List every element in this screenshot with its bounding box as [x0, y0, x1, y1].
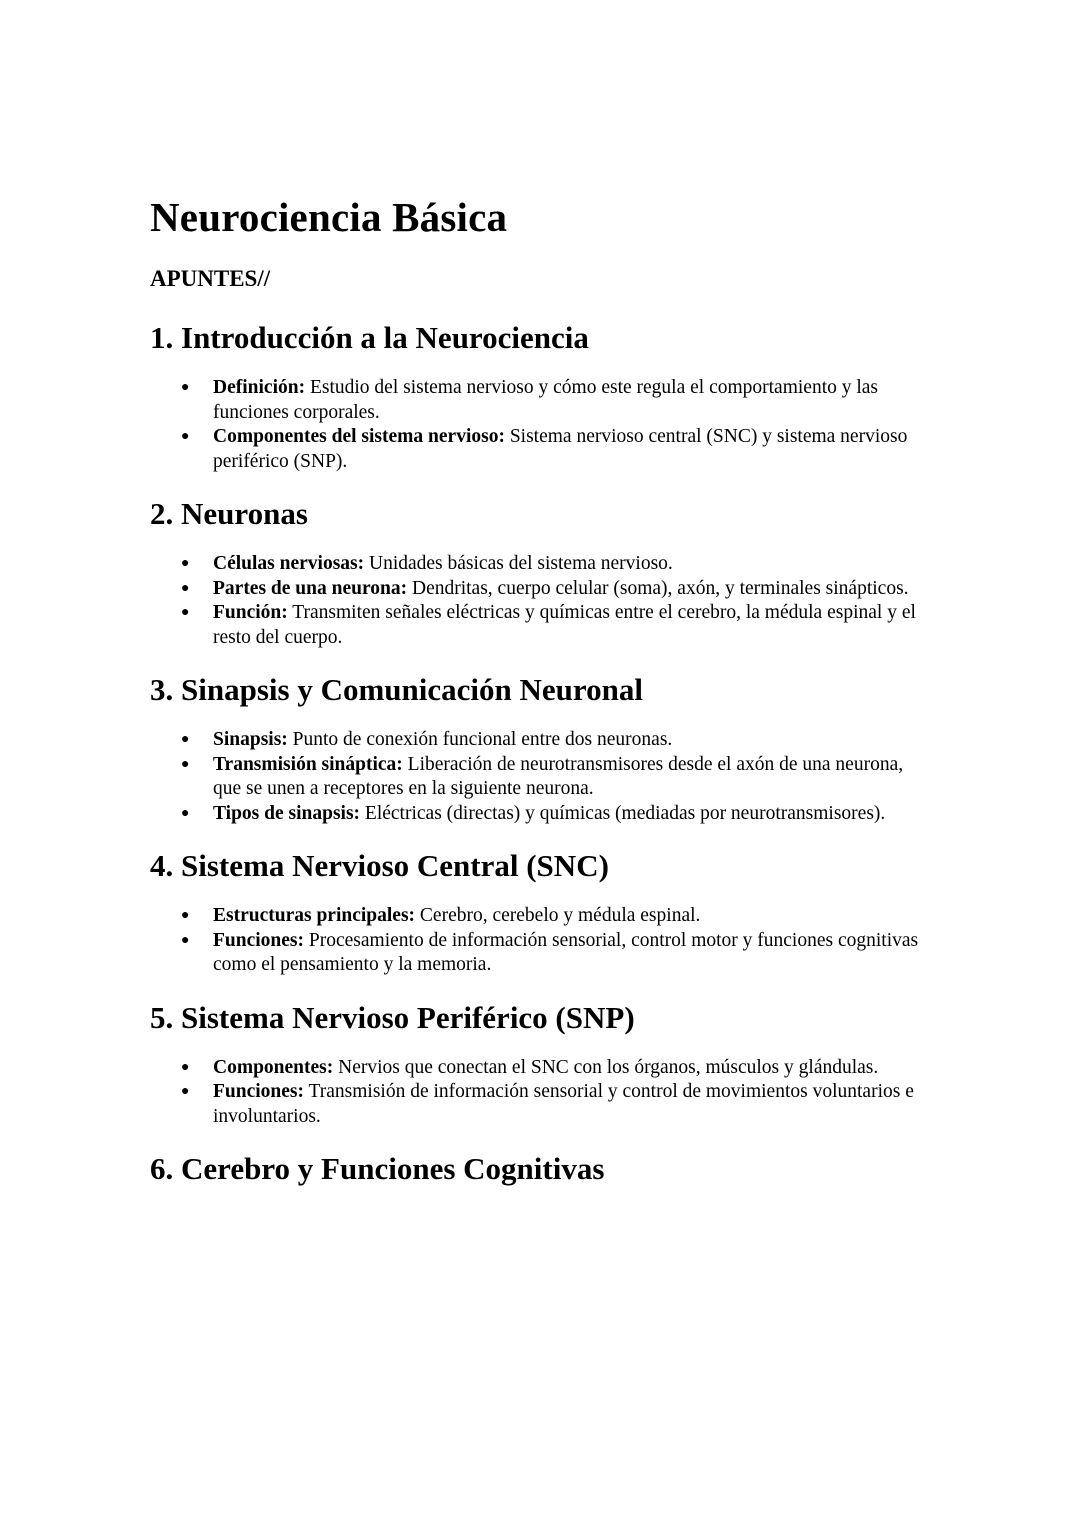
document-title: Neurociencia Básica	[150, 194, 508, 240]
list-item-term: Función:	[213, 602, 288, 623]
list-item	[150, 929, 930, 978]
list-item-text: Unidades básicas del sistema nervioso.	[369, 553, 673, 574]
section-sinapsis	[150, 670, 930, 826]
list-item	[150, 1056, 930, 1081]
list-item	[150, 601, 930, 650]
list-item-term: Funciones:	[213, 929, 305, 951]
list-item	[150, 376, 930, 425]
section-cerebro	[150, 1149, 930, 1189]
list-item-text: Estudio del sistema nervioso y cómo este regula el comportamiento y las funciones corporales.	[213, 377, 879, 423]
bullet-list	[150, 728, 930, 826]
list-item-text: Dendritas, cuerpo celular (soma), axón, y terminales sinápticos.	[411, 577, 909, 599]
list-item-text: Transmiten señales eléctricas y químicas entre el cerebro, la médula espinal y el resto del cuerpo.	[213, 602, 916, 648]
list-item-term: Componentes del sistema nervioso:	[213, 426, 505, 447]
list-item-term: Partes de una neurona:	[213, 577, 408, 599]
bullet-list	[150, 904, 930, 978]
list-item-term: Transmisión sináptica:	[213, 753, 403, 775]
list-item-term: Sinapsis:	[213, 729, 288, 750]
bullet-icon: ●	[181, 732, 190, 747]
bullet-list	[150, 552, 930, 650]
bullet-icon: ●	[181, 756, 190, 772]
list-item	[150, 552, 930, 577]
list-item	[150, 425, 930, 474]
list-item-text: Liberación de neurotransmisores desde el axón de una neurona, que se unen a receptores en la siguiente neurona.	[213, 753, 904, 799]
list-item-text: Sistema nervioso central (SNC) y sistema nervioso periférico (SNP).	[213, 426, 908, 472]
list-item-text: Procesamiento de información sensorial, control motor y funciones cognitivas como el pensamiento y la memoria.	[213, 929, 919, 975]
bullet-icon: ●	[181, 380, 190, 395]
list-item-term: Estructuras principales:	[213, 905, 416, 926]
bullet-icon: ●	[181, 1059, 190, 1075]
section-heading: 6. Cerebro y Funciones Cognitivas	[150, 1151, 605, 1186]
document-subtitle: APUNTES//	[150, 266, 271, 291]
bullet-icon: ●	[181, 605, 190, 620]
list-item-term: Células nerviosas:	[213, 553, 365, 574]
section-snp	[150, 998, 930, 1130]
list-item-text: Nervios que conectan el SNC con los órganos, músculos y glándulas.	[338, 1056, 879, 1078]
document-page	[150, 192, 930, 1189]
list-item-text: Eléctricas (directas) y químicas (mediadas por neurotransmisores).	[364, 802, 886, 824]
section-introduccion	[150, 318, 930, 474]
bullet-list	[150, 1056, 930, 1130]
section-neuronas	[150, 494, 930, 650]
section-heading: 3. Sinapsis y Comunicación Neuronal	[150, 672, 643, 707]
bullet-icon: ●	[181, 908, 190, 923]
list-item	[150, 904, 930, 929]
list-item-text: Cerebro, cerebelo y médula espinal.	[419, 905, 701, 926]
list-item-term: Funciones:	[213, 1081, 305, 1102]
bullet-icon: ●	[181, 580, 190, 596]
list-item	[150, 728, 930, 753]
list-item-text: Punto de conexión funcional entre dos neuronas.	[292, 729, 673, 750]
list-item	[150, 577, 930, 602]
list-item	[150, 802, 930, 827]
bullet-icon: ●	[181, 932, 190, 948]
section-heading: 4. Sistema Nervioso Central (SNC)	[150, 848, 609, 883]
list-item-text: Transmisión de información sensorial y control de movimientos voluntarios e involuntarios.	[213, 1081, 914, 1127]
section-snc	[150, 846, 930, 978]
list-item-term: Tipos de sinapsis:	[213, 802, 361, 824]
list-item-term: Componentes:	[213, 1056, 334, 1078]
bullet-icon: ●	[181, 1084, 190, 1099]
bullet-icon: ●	[181, 556, 190, 571]
section-heading: 5. Sistema Nervioso Periférico (SNP)	[150, 999, 635, 1035]
bullet-list	[150, 376, 930, 474]
list-item	[150, 1080, 930, 1129]
list-item-term: Definición:	[213, 377, 306, 398]
list-item	[150, 753, 930, 802]
bullet-icon: ●	[181, 805, 190, 821]
section-heading: 2. Neuronas	[150, 496, 308, 531]
section-heading: 1. Introducción a la Neurociencia	[150, 320, 589, 355]
bullet-icon: ●	[181, 429, 190, 444]
